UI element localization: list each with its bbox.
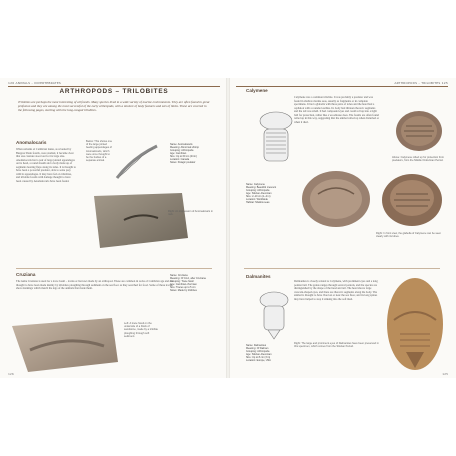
fact-line: Meaning: Of Dalman — [246, 347, 269, 351]
caption-cruziana: Left: A trace fossil on the underside of a block of sandstone, made by a trilobite ploughing through soft sediment. — [124, 322, 158, 338]
top-rule — [8, 86, 220, 87]
page-title: ARTHROPODS – TRILOBITES — [59, 88, 169, 95]
fact-box-dalmanites — [246, 344, 286, 362]
section-heading-calymene: Calymene — [246, 88, 268, 93]
fact-line: Size: Up to 60 cm (24 in) — [170, 155, 197, 159]
fact-line: Meaning: Abnormal shrimp — [170, 146, 199, 150]
fact-box-anomalocaris — [170, 143, 220, 164]
section-divider — [244, 268, 440, 269]
caption-anomalocaris-below: Below: This shows one of the large jointed feeding appendages of Anomalocaris, which were once thought to be the bodies of a separate animal. — [86, 140, 112, 163]
caption-dalmanites: Right: The large and prominent eyes of Dalmanites have been preserved in this specimen, which comes from the Silurian Period. — [294, 342, 379, 349]
page-number-right: 125 — [442, 372, 448, 376]
fact-line: Notes: Made by trilobites — [170, 289, 197, 293]
caption-anomalocaris-right: Right: An impression of Anomalocaris in rock. — [168, 210, 213, 217]
dalmanites-fossil-photo — [384, 274, 446, 374]
calymene-fossil-photo-2 — [378, 170, 448, 230]
fact-line: Size: Up to 8 cm (3 in) — [246, 356, 271, 360]
section-body-anomalocaris: When remains of Cambrian fauna, as revealed by Burgess Shale fossils, were studied, it became clear that one creature stood out for its large size. Anomalocaris had a pair of large jointed appendages on its head, a round mouth and a body made up of segments bearing flaps along its sides. It is thought to have been a powerful predator, able to seize prey with its appendages. It may have fed on trilobites, and trilobite fossils with damage thought to have been caused by Anomalocaris have been found. — [16, 148, 76, 183]
fact-line: Grouping: Arthropoda — [246, 350, 270, 354]
fact-line: Age: Silurian–Devonian — [246, 192, 272, 196]
section-body-dalmanites: Dalmanites is closely related to Calymene, with prominent eyes and a long pointed tail. The genus ranges through several periods, and the species are distinguished by the shape of the head and tail. The head shows large crescent-shaped eyes, and there are thoracic segments along the body. The animal is thought to have lived on or near the sea floor, and its long spines may have helped to stop it sinking into the soft mud. — [294, 280, 378, 301]
section-heading-anomalocaris: Anomalocaris — [16, 140, 47, 145]
intro-text: Trilobites are perhaps the most interesting of all fossils. Many species lived in a wide variety of marine environments. They are often found in great profusion and they are among the most successful of the early arthropods, with a mixture of body features and sets of limbs. These are covered in the following pages, starting with the long-ranged trilobites. — [18, 100, 210, 113]
fact-line: Age: Cambrian — [170, 152, 187, 156]
fact-line: Habitat: Shallow seas — [246, 201, 270, 205]
fact-line: Age: Silurian–Devonian — [246, 353, 272, 357]
fact-line: Meaning: Beautiful crescent — [246, 186, 277, 190]
fact-box-cruziana — [170, 274, 220, 292]
page-number-left: 126 — [8, 372, 14, 376]
calymene-rolled-photo — [392, 108, 446, 154]
fact-line: Name: Cruziana — [170, 274, 188, 277]
right-running-head: ARTHROPODS – TRILOBITES 125 — [394, 81, 448, 85]
dalmanites-line-illustration — [258, 288, 290, 340]
fact-line: Notes: Pelagic predator — [170, 161, 196, 165]
fact-line: Location: Worldwide — [246, 198, 268, 202]
calymene-front-photo — [298, 168, 374, 230]
section-heading-cruziana: Cruziana — [16, 272, 36, 277]
anomalocaris-appendage-illustration — [112, 138, 162, 188]
caption-calymene-above: Above: Calymene rolled up for protection from predators, from the Middle Ordovician Period. — [392, 156, 444, 163]
fact-line: Name: Anomalocaris — [170, 143, 193, 146]
calymene-line-illustration — [256, 106, 296, 176]
left-running-head: 126 ANIMALS – INVERTEBRATES — [8, 81, 62, 85]
fact-line: Grouping: Trace fossil — [170, 280, 194, 284]
fact-line: Location: Europe, USA — [246, 359, 271, 363]
section-body-cruziana: The name Cruziana is used for a trace fossil – tracks or burrows made by an arthropod. These are common in rocks of Cambrian age and are thought to have been made mainly by trilobites ploughing through sediment on the sea floor as they searched for food. Some of these traces show markings which match the legs of the animals that made them. — [16, 280, 174, 290]
fact-line: Location: Canada — [170, 158, 190, 162]
fact-line: Name: Dalmanites — [246, 344, 267, 347]
book-spine — [226, 78, 230, 378]
right-page — [228, 78, 456, 378]
section-body-calymene: Calymene was a common trilobite. It was probably a predator and was found in shallow marine seas, usually as fragments or in complete specimens. It had a glabella with three pairs of lobes and the head had a cephalon with a rounded outline. Its body had thirteen thoracic segments and the tail was small. It had compound eyes and could roll up into a tight ball for protection, rather like a woodlouse does. The fossils are often found rolled up in this way, suggesting that the animal rolled up when disturbed or when it died. — [294, 96, 380, 124]
section-divider — [16, 268, 212, 269]
caption-calymene-right: Right: In front view, the glabella of Calymene can be seen clearly with its lobes. — [376, 232, 441, 239]
fact-line: Size: 2–10 cm (1–4 in) — [246, 195, 271, 199]
fact-line: Meaning: Of Cruz, after Cruziana — [170, 277, 206, 281]
fact-box-calymene — [246, 183, 286, 204]
section-heading-dalmanites: Dalmanites — [246, 274, 271, 279]
fact-line: Grouping: Arthropoda — [246, 189, 270, 193]
fact-line: Name: Calymene — [246, 183, 265, 186]
fact-line: Grouping: Arthropoda — [170, 149, 194, 153]
cruziana-trace-fossil-photo — [10, 316, 120, 376]
left-page — [0, 78, 228, 378]
top-rule — [236, 86, 448, 87]
fact-line: Age: Cambrian–Permian — [170, 283, 197, 287]
fact-line: Size: Traces up to 5 cm — [170, 286, 196, 290]
